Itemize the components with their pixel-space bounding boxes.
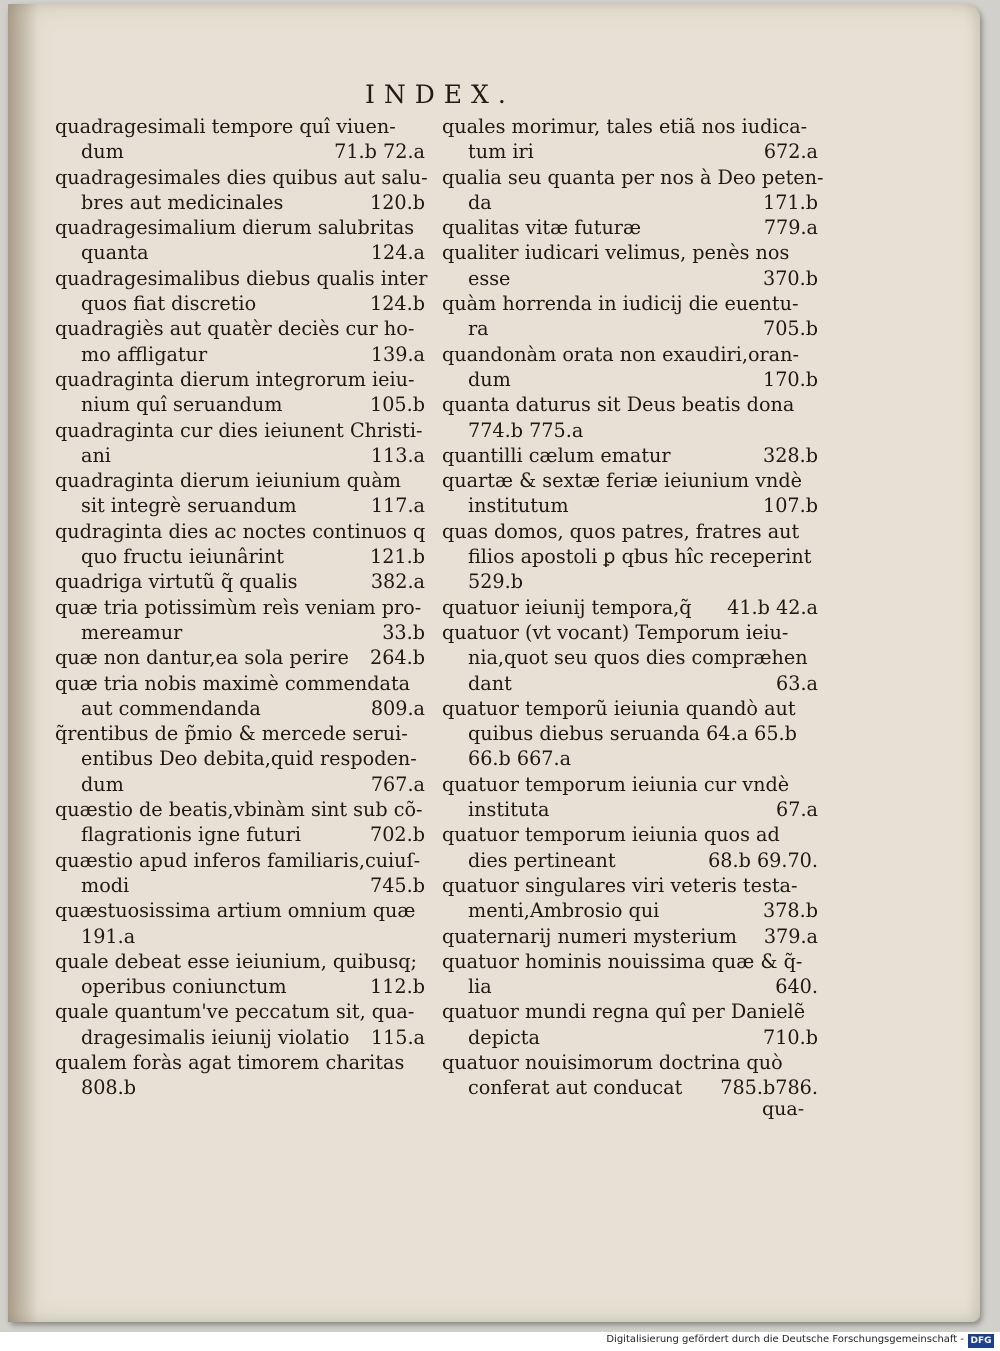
index-entry-line	[55, 898, 425, 923]
index-entry-text: nia,quot seu quos dies compræhen	[468, 646, 808, 670]
index-entry-text: mo affligatur	[81, 342, 208, 366]
index-entry-text: quibus diebus seruanda 64.a 65.b	[468, 722, 797, 746]
index-entry-line	[55, 645, 425, 670]
index-entry-line	[55, 316, 425, 341]
index-page-ref: 67.a	[776, 798, 818, 822]
index-entry-line	[442, 898, 818, 923]
index-entry-text: quæstio apud inferos familiaris,cuiuſ-	[55, 848, 421, 872]
index-entry-text: quæstio de beatis,vbinàm sint sub cõ-	[55, 798, 423, 822]
index-entry-text: quos fiat discretio	[81, 292, 257, 316]
index-entry-text: conferat aut conducat	[468, 1076, 683, 1100]
index-entry-text: quàm horrenda in iudicij die euentu-	[442, 292, 799, 316]
index-entry-line	[55, 1025, 425, 1050]
index-page-ref: 785.b786.	[720, 1076, 818, 1100]
index-page-ref: 117.a	[370, 494, 425, 518]
index-entry-text: quadraginta dierum integrorum ieiu-	[55, 367, 415, 391]
index-entry-line	[55, 671, 425, 696]
index-entry-line	[442, 620, 818, 645]
index-entry-line	[442, 342, 818, 367]
index-entry-text: quartæ & sextæ feriæ ieiunium vndè	[442, 469, 803, 493]
index-entry-line	[442, 139, 818, 164]
index-entry-line	[55, 493, 425, 518]
index-entry-line	[55, 569, 425, 594]
index-entry-text: mereamur	[81, 620, 183, 644]
index-entry-text: dum	[468, 367, 511, 391]
index-entry-line	[55, 215, 425, 240]
index-entry-line	[442, 266, 818, 291]
index-entry-text: quatuor temporum ieiunia cur vndè	[442, 772, 790, 796]
index-entry-line	[55, 165, 428, 190]
index-entry-line	[55, 114, 425, 139]
index-entry-line	[442, 165, 824, 190]
index-page-ref: 382.a	[370, 570, 425, 594]
index-entry-text: dum	[81, 140, 124, 164]
index-page-ref: 378.b	[762, 899, 818, 923]
index-entry-line	[55, 139, 425, 164]
index-entry-line	[55, 367, 425, 392]
index-entry-line	[442, 1050, 818, 1075]
index-entry-text: 774.b 775.a	[468, 418, 584, 442]
index-entry-line	[442, 848, 818, 873]
index-entry-line	[55, 746, 425, 771]
index-entry-text: flagrationis igne futuri	[81, 823, 302, 847]
index-entry-text: quantilli cælum ematur	[442, 443, 671, 467]
index-entry-line	[442, 569, 818, 594]
index-entry-text: dant	[468, 671, 512, 695]
dfg-logo: DFG	[968, 1334, 994, 1348]
index-entry-text: dragesimalis ieiunij violatio	[81, 1025, 350, 1049]
index-entry-line	[55, 620, 425, 645]
index-entry-line	[55, 266, 428, 291]
index-entry-text: quanta	[81, 241, 149, 265]
index-page-ref: 640.	[775, 975, 818, 999]
index-page-ref: 264.b	[369, 646, 425, 670]
index-entry-text: dies pertineant	[468, 848, 616, 872]
index-page-ref: 71.b 72.a	[334, 140, 425, 164]
index-entry-line	[55, 595, 425, 620]
index-entry-text: quadriga virtutũ q̃ qualis	[55, 570, 298, 594]
index-entry-line	[442, 696, 818, 721]
index-entry-text: operibus coniunctum	[81, 975, 287, 999]
index-entry-line	[442, 746, 818, 771]
index-page-ref: 370.b	[762, 266, 818, 290]
index-entry-line	[442, 468, 818, 493]
index-entry-text: modi	[81, 873, 130, 897]
index-entry-line	[442, 240, 818, 265]
index-entry-text: entibus Deo debita,quid respoden-	[81, 747, 417, 771]
index-entry-text: quales morimur, tales etiã nos iudica-	[442, 115, 808, 138]
index-page-ref: 139.a	[370, 342, 425, 366]
footer-credit: Digitalisierung gefördert durch die Deutsche Forschungsgemeinschaft -	[606, 1334, 964, 1345]
index-page-ref: 705.b	[762, 317, 818, 341]
index-entry-line	[442, 114, 818, 139]
index-entry-text: qualitas vitæ futuræ	[442, 216, 642, 240]
index-entry-line	[442, 1025, 818, 1050]
index-entry-line	[55, 974, 425, 999]
index-entry-text: quæ tria potissimùm reìs veniam pro-	[55, 595, 422, 619]
index-entry-text: 66.b 667.a	[468, 747, 572, 771]
index-entry-text: 529.b	[468, 570, 524, 594]
index-page-ref: 68.b 69.70.	[708, 848, 818, 872]
index-entry-line	[442, 493, 818, 518]
index-entry-text: qudraginta dies ac noctes continuos q	[55, 519, 426, 543]
index-entry-line	[442, 999, 818, 1024]
index-entry-line	[442, 797, 818, 822]
index-page-ref: 779.a	[763, 216, 818, 240]
index-entry-text: quas domos, quos patres, fratres aut	[442, 519, 800, 543]
index-entry-line	[442, 974, 818, 999]
index-entry-text: aut commendanda	[81, 696, 261, 720]
index-entry-text: bres aut medicinales	[81, 190, 284, 214]
index-entry-line	[55, 848, 425, 873]
index-page-ref: 710.b	[762, 1025, 818, 1049]
index-column-right	[442, 114, 824, 1101]
index-entry-line	[55, 999, 425, 1024]
index-entry-text: quale debeat esse ieiunium, quibusq;	[55, 949, 417, 973]
index-entry-text: quadragiès aut quatèr deciès cur ho-	[55, 317, 415, 341]
index-entry-line	[442, 367, 818, 392]
index-entry-text: da	[468, 190, 492, 214]
page-gutter-shadow	[8, 4, 38, 1322]
index-page-ref: 33.b	[382, 620, 425, 644]
index-page-ref: 170.b	[762, 367, 818, 391]
index-entry-line	[55, 1075, 425, 1100]
index-entry-line	[55, 468, 425, 493]
index-entry-text: dum	[81, 772, 124, 796]
index-entry-line	[55, 240, 425, 265]
index-entry-line	[55, 721, 425, 746]
index-entry-text: filios apostoli ꝑ qbus hîc receperint	[468, 545, 812, 569]
index-entry-text: quatuor (vt vocant) Temporum ieiu-	[442, 620, 789, 644]
index-entry-text: quadragesimali tempore quî viuen-	[55, 115, 396, 138]
index-entry-text: quadraginta cur dies ieiunent Christi-	[55, 418, 423, 442]
page-header: INDEX.	[365, 80, 515, 109]
index-entry-line	[55, 1050, 425, 1075]
index-entry-text: sit integrè seruandum	[81, 494, 297, 518]
index-page-ref: 379.a	[763, 924, 818, 948]
index-entry-text: esse	[468, 266, 511, 290]
index-entry-text: institutum	[468, 494, 569, 518]
index-entry-line	[55, 696, 425, 721]
index-entry-line	[55, 772, 425, 797]
index-entry-text: nium quî seruandum	[81, 393, 283, 417]
index-entry-text: quæ tria nobis maximè commendata	[55, 671, 411, 695]
index-page-ref: 121.b	[369, 545, 425, 569]
index-entry-line	[442, 873, 818, 898]
index-entry-line	[55, 873, 425, 898]
index-entry-line	[55, 949, 425, 974]
index-entry-line	[55, 291, 425, 316]
index-entry-line	[442, 443, 818, 468]
index-entry-line	[55, 443, 425, 468]
footer-bar	[0, 1332, 1000, 1351]
index-page-ref: 124.b	[369, 292, 425, 316]
index-page-ref: 702.b	[369, 823, 425, 847]
index-entry-text: 808.b	[81, 1076, 137, 1100]
index-entry-line	[55, 797, 425, 822]
index-page-ref: 112.b	[369, 975, 425, 999]
index-entry-text: instituta	[468, 798, 550, 822]
index-entry-line	[442, 924, 818, 949]
index-column-left	[55, 114, 428, 1101]
index-entry-text: quatuor mundi regna quî per Danielẽ	[442, 1000, 806, 1024]
index-entry-text: quadragesimalium dierum salubritas	[55, 216, 415, 240]
index-entry-text: menti,Ambrosio qui	[468, 899, 660, 923]
index-entry-line	[442, 645, 818, 670]
index-page-ref: 63.a	[776, 671, 818, 695]
index-entry-text: quo fructu ieiunârint	[81, 545, 284, 569]
index-entry-text: quaternarij numeri mysterium	[442, 924, 737, 948]
index-page-ref: 171.b	[762, 190, 818, 214]
index-page-ref: 767.a	[370, 772, 425, 796]
index-entry-line	[55, 822, 425, 847]
index-entry-line	[442, 190, 818, 215]
index-entry-line	[442, 215, 818, 240]
index-entry-text: 191.a	[81, 924, 136, 948]
index-page-ref: 124.a	[370, 241, 425, 265]
index-entry-text: quatuor ieiunij tempora,q̃	[442, 595, 692, 619]
index-entry-line	[55, 544, 425, 569]
index-entry-text: quatuor temporũ ieiunia quandò aut	[442, 696, 796, 720]
index-entry-line	[55, 924, 425, 949]
index-entry-text: quale quantum've peccatum sit, qua-	[55, 1000, 415, 1024]
index-entry-text: quatuor temporum ieiunia quos ad	[442, 823, 780, 847]
index-entry-line	[442, 772, 818, 797]
index-entry-text: qualiter iudicari velimus, penès nos	[442, 241, 790, 265]
index-entry-line	[442, 316, 818, 341]
index-entry-line	[442, 595, 818, 620]
index-entry-line	[442, 822, 818, 847]
index-entry-line	[442, 721, 818, 746]
index-entry-line	[55, 190, 425, 215]
index-page-ref: 745.b	[369, 873, 425, 897]
index-entry-text: ani	[81, 443, 111, 467]
index-entry-text: quatuor nouisimorum doctrina quò	[442, 1050, 783, 1074]
index-page-ref: 672.a	[763, 140, 818, 164]
index-page-ref: 41.b 42.a	[727, 595, 818, 619]
index-entry-text: qualem foràs agat timorem charitas	[55, 1050, 405, 1074]
index-entry-line	[442, 544, 818, 569]
index-entry-text: quanta daturus sit Deus beatis dona	[442, 393, 795, 417]
index-entry-line	[442, 949, 818, 974]
index-entry-text: quatuor hominis nouissima quæ & q̃-	[442, 949, 803, 973]
index-page-ref: 105.b	[369, 393, 425, 417]
index-page-ref: 107.b	[762, 494, 818, 518]
index-entry-line	[442, 1075, 818, 1100]
index-entry-text: quatuor singulares viri veteris testa-	[442, 873, 798, 897]
index-entry-text: qualia seu quanta per nos à Deo peten-	[442, 165, 824, 189]
index-entry-text: q̃rentibus de p̃mio & mercede serui-	[55, 722, 408, 746]
index-entry-text: quæstuosissima artium omnium quæ	[55, 899, 416, 923]
catchword: qua-	[762, 1098, 805, 1120]
index-page-ref: 809.a	[370, 696, 425, 720]
index-entry-text: depicta	[468, 1025, 540, 1049]
index-entry-line	[442, 418, 818, 443]
index-entry-line	[442, 291, 818, 316]
index-entry-text: tum iri	[468, 140, 534, 164]
index-entry-line	[55, 392, 425, 417]
index-entry-text: quadraginta dierum ieiunium quàm	[55, 469, 402, 493]
index-entry-line	[55, 342, 425, 367]
index-entry-line	[55, 519, 425, 544]
index-entry-text: quæ non dantur,ea sola perire	[55, 646, 349, 670]
index-entry-line	[442, 392, 818, 417]
index-page-ref: 113.a	[370, 443, 425, 467]
index-entry-line	[442, 519, 818, 544]
index-entry-line	[442, 671, 818, 696]
index-page-ref: 120.b	[369, 190, 425, 214]
index-page-ref: 328.b	[762, 443, 818, 467]
index-page-ref: 115.a	[370, 1025, 425, 1049]
index-entry-line	[55, 418, 425, 443]
index-entry-text: lia	[468, 975, 492, 999]
index-entry-text: quadragesimales dies quibus aut salu-	[55, 165, 428, 189]
index-entry-text: ra	[468, 317, 489, 341]
index-entry-text: quandonàm orata non exaudiri,oran-	[442, 342, 799, 366]
index-entry-text: quadragesimalibus diebus qualis inter	[55, 266, 428, 290]
